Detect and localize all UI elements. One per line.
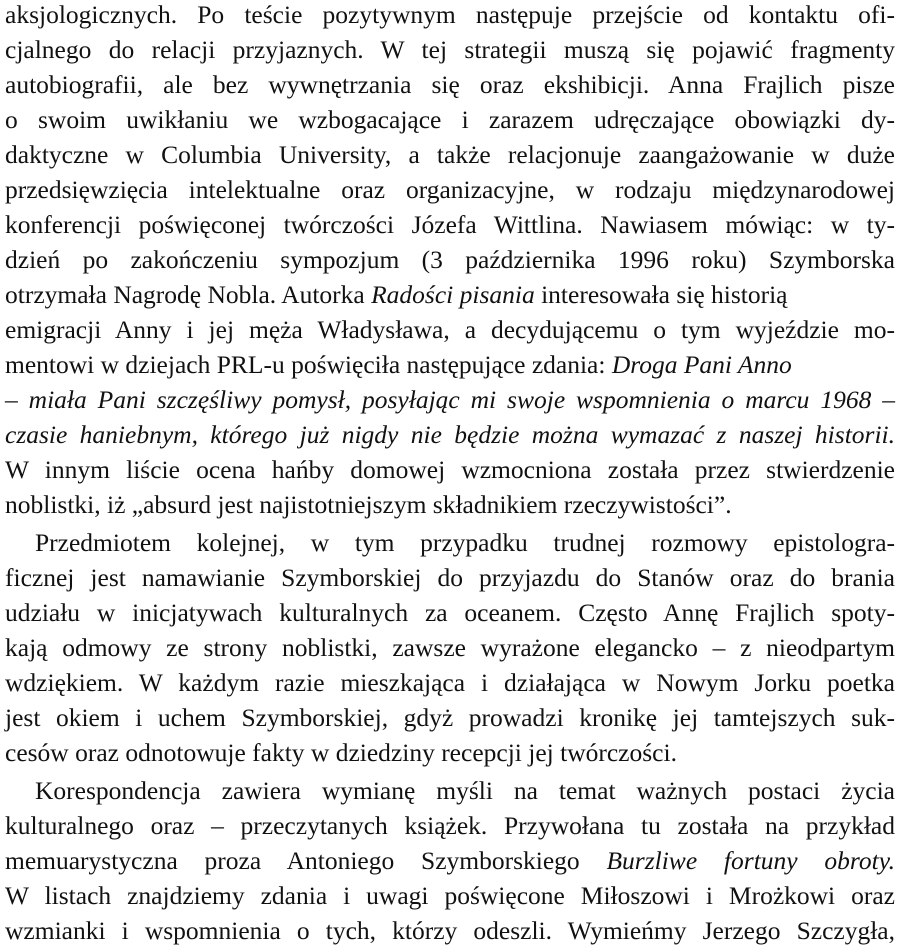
line-text: wzmianki i wspomnienia o tych, którzy odeszli. Wymieńmy Jerzego Szczygła, [5, 916, 895, 945]
line-text: konferencji poświęconej twórczości Józefa Wittlina. Nawiasem mówiąc: w ty- [5, 210, 895, 239]
text-line [5, 383, 895, 417]
line-text: kulturalnego oraz – przeczytanych książek. Przywołana tu została na przykład [5, 811, 895, 840]
line-text: wdziękiem. W każdym razie mieszkająca i działająca w Nowym Jorku poetka [5, 668, 895, 697]
line-text: cesów oraz odnotowuje fakty w dziedziny recepcji jej twórczości. [5, 738, 677, 767]
line-text: Przedmiotem kolejnej, w tym przypadku trudnej rozmowy epistologra- [35, 528, 895, 557]
text-line [5, 488, 895, 522]
text-line [5, 914, 895, 948]
text-line [5, 844, 895, 878]
line-text: otrzymała Nagrodę Nobla. Autorka [5, 280, 372, 309]
text-line [5, 138, 895, 172]
text-line [5, 453, 895, 487]
text-line [5, 173, 895, 207]
line-text: daktyczne w Columbia University, a także relacjonuje zaangażowanie w duże [5, 140, 895, 169]
quote-italic: – miała Pani szczęśliwy pomysł, posyłając mi swoje wspomnienia o marcu 1968 – [5, 385, 895, 414]
line-text: W listach znajdziemy zdania i uwagi poświęcone Miłoszowi i Mrożkowi oraz [5, 881, 895, 910]
text-line [5, 561, 895, 595]
line-text: interesowała się historią [534, 280, 788, 309]
line-text: o swoim uwikłaniu we wzbogacające i zarazem udręczające obowiązki dy- [5, 105, 895, 134]
text-line [5, 243, 895, 277]
line-text: przedsięwzięcia intelektualne oraz organizacyjne, w rodzaju międzynarodowej [5, 175, 895, 204]
quote-italic: Droga Pani Anno [611, 350, 792, 379]
line-text: cjalnego do relacji przyjaznych. W tej strategii muszą się pojawić fragmenty [5, 35, 895, 64]
text-line [5, 208, 895, 242]
text-line [5, 278, 895, 312]
text-line [5, 418, 895, 452]
text-line [5, 596, 895, 630]
text-line [5, 736, 895, 770]
text-line [35, 774, 895, 808]
line-text: dzień po zakończeniu sympozjum (3 października 1996 roku) Szymborska [5, 245, 895, 274]
line-text: kają odmowy ze strony noblistki, zawsze wyrażone elegancko – z nieodpartym [5, 633, 895, 662]
text-line [5, 313, 895, 347]
text-line [5, 0, 895, 32]
text-line [5, 701, 895, 735]
text-line [5, 809, 895, 843]
line-text: ficznej jest namawianie Szymborskiej do przyjazdu do Stanów oraz do brania [5, 563, 895, 592]
text-line [5, 631, 895, 665]
line-text: W innym liście ocena hańby domowej wzmocniona została przez stwierdzenie [5, 455, 895, 484]
line-text: mentowi w dziejach PRL-u poświęciła następujące zdania: [5, 350, 612, 379]
quote-italic: czasie haniebnym, którego już nigdy nie będzie można wymazać z naszej historii. [5, 420, 895, 449]
line-text: Korespondencja zawiera wymianę myśli na temat ważnych postaci życia [35, 776, 895, 805]
text-line [5, 879, 895, 913]
line-text: memuarystyczna proza Antoniego Szymborskiego [5, 846, 607, 875]
book-title-italic: Burzliwe fortuny obroty. [606, 846, 895, 875]
book-title-italic: Radości pisania [371, 280, 535, 309]
line-text: emigracji Anny i jej męża Władysława, a decydującemu o tym wyjeździe mo- [5, 315, 895, 344]
line-text: jest okiem i uchem Szymborskiej, gdyż prowadzi kronikę jej tamtejszych suk- [5, 703, 895, 732]
text-line [35, 526, 895, 560]
text-line [5, 68, 895, 102]
text-line [5, 103, 895, 137]
line-text: autobiografii, ale bez wywnętrzania się oraz ekshibicji. Anna Frajlich pisze [5, 70, 895, 99]
text-line [5, 33, 895, 67]
text-line [5, 666, 895, 700]
line-text: aksjologicznych. Po teście pozytywnym następuje przejście od kontaktu ofi- [5, 0, 895, 29]
line-text: udziału w inicjatywach kulturalnych za oceanem. Często Annę Frajlich spoty- [5, 598, 895, 627]
line-text: noblistki, iż „absurd jest najistotniejszym składnikiem rzeczywistości”. [5, 490, 732, 519]
text-line [5, 348, 895, 382]
